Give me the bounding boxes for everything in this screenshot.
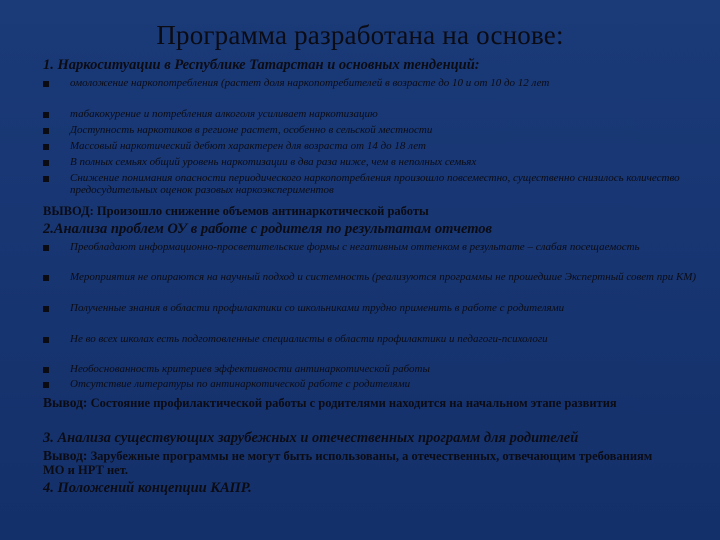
list-item-text: Не во всех школах есть подготовленные специалисты в области профилактики и педагоги-психологи: [70, 333, 548, 345]
section1-heading: 1. Наркоситуации в Республике Татарстан и основных тенденций:: [43, 57, 480, 73]
conclusion-text: Состояние профилактической работы с родителями находится на начальном этапе развития: [90, 396, 617, 410]
bullet-square-icon: [43, 367, 49, 373]
bullet-square-icon: [43, 81, 49, 87]
conclusion-text: Зарубежные программы не могут быть использованы, а отечественных, отвечающим требованиям МО и НРТ нет.: [43, 449, 653, 477]
list-item-text: Мероприятия не опираются на научный подход и системность (реализуются программы не прошедшие Экспертный совет при КМ): [70, 271, 697, 283]
bullet-square-icon: [43, 176, 49, 182]
bullet-square-icon: [43, 128, 49, 134]
list-item-text: табакокурение и потребления алкоголя усиливает наркотизацию: [70, 108, 378, 120]
list-item-text: Доступность наркотиков в регионе растет, особенно в сельской местности: [70, 124, 433, 136]
list-item-text: Снижение понимания опасности периодического наркопотребления произошло повсеместно, существенно снизилось количество предосудительных оценок разовых наркоэкспериментов: [70, 172, 680, 196]
section3-conclusion: [43, 449, 663, 477]
bullet-square-icon: [43, 275, 49, 281]
section2-conclusion: [43, 396, 663, 410]
section3-heading: 3. Анализа существующих зарубежных и отечественных программ для родителей: [43, 430, 579, 446]
bullet-square-icon: [43, 144, 49, 150]
bullet-square-icon: [43, 160, 49, 166]
section1-conclusion: [43, 204, 429, 218]
list-item-text: Полученные знания в области профилактики со школьниками трудно применить в работе с родителями: [70, 302, 565, 314]
list-item-text: омоложение наркопотребления (растет доля наркопотребителей в возрасте до 10 и от 10 до 12 лет: [70, 77, 550, 89]
bullet-square-icon: [43, 245, 49, 251]
list-item-text: Преобладают информационно-просветительские формы с негативным оттенком в результате – слабая посещаемость: [70, 241, 640, 253]
bullet-square-icon: [43, 337, 49, 343]
bullet-square-icon: [43, 382, 49, 388]
conclusion-text: ВЫВОД: Произошло снижение объемов антинаркотической работы: [43, 204, 429, 218]
list-item-text: В полных семьях общий уровень наркотизации в два раза ниже, чем в неполных семьях: [70, 156, 477, 168]
conclusion-lead: Вывод:: [43, 395, 88, 410]
list-item-text: Необоснованность критериев эффективности антинаркотической работы: [70, 363, 430, 375]
list-item-text: Отсутствие литературы по антинаркотической работе с родителями: [70, 378, 411, 390]
conclusion-lead: Вывод:: [43, 448, 88, 463]
section2-heading: 2.Анализа проблем ОУ в работе с родителя по результатам отчетов: [43, 221, 493, 237]
bullet-square-icon: [43, 306, 49, 312]
section4-heading: 4. Положений концепции КАПР.: [43, 480, 252, 496]
list-item-text: Массовый наркотический дебют характерен для возраста от 14 до 18 лет: [70, 140, 426, 152]
bullet-square-icon: [43, 112, 49, 118]
slide-title: Программа разработана на основе:: [156, 20, 564, 50]
